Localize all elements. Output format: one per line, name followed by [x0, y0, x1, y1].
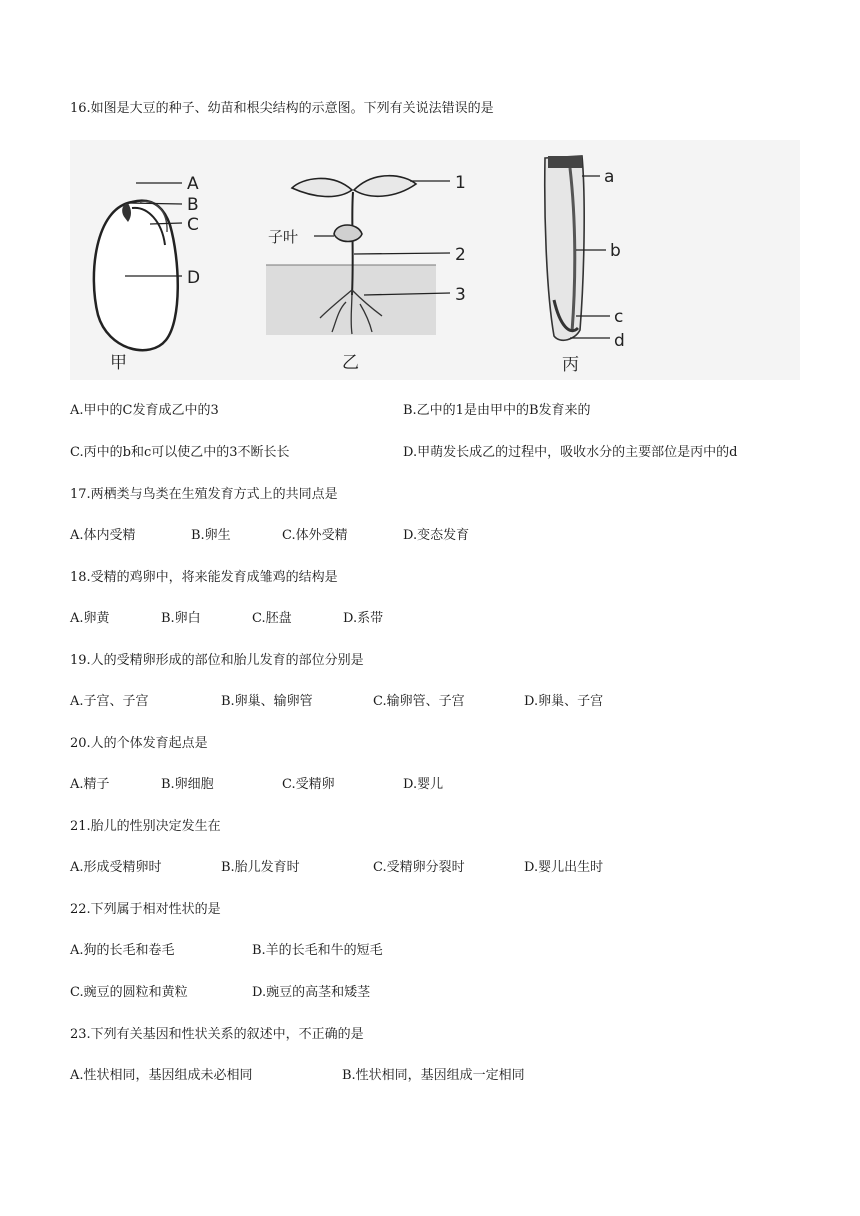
root-tip-label-c: c	[614, 307, 624, 327]
root-tip-label-a: a	[604, 167, 615, 187]
q19-option-d: D.卵巢、子宫	[524, 694, 604, 709]
q23-option-b: B.性状相同，基因组成一定相同	[342, 1068, 525, 1083]
q20-option-d: D.婴儿	[403, 777, 444, 792]
q17-option-b: B.卵生	[191, 528, 231, 543]
q19-option-c: C.输卵管、子宫	[373, 694, 465, 709]
question-19-stem: 19.人的受精卵形成的部位和胎儿发育的部位分别是	[70, 653, 364, 668]
q17-option-c: C.体外受精	[282, 528, 348, 543]
q19-option-b: B.卵巢、输卵管	[221, 694, 313, 709]
q22-option-d: D.豌豆的高茎和矮茎	[252, 985, 371, 1000]
seedling-label-3: 3	[455, 285, 466, 305]
question-23-stem: 23.下列有关基因和性状关系的叙述中，不正确的是	[70, 1027, 364, 1042]
question-16-stem: 16.如图是大豆的种子、幼苗和根尖结构的示意图。下列有关说法错误的是	[70, 101, 494, 116]
root-tip-caption: 丙	[562, 355, 579, 375]
q20-option-c: C.受精卵	[282, 777, 335, 792]
q22-option-c: C.豌豆的圆粒和黄粒	[70, 985, 188, 1000]
q21-option-a: A.形成受精卵时	[70, 860, 162, 875]
q18-option-b: B.卵白	[161, 611, 201, 626]
seed-seedling-roottip-figure	[70, 140, 800, 380]
seed-label-c: C	[187, 215, 199, 235]
q16-option-b: B.乙中的1是由甲中的B发育来的	[403, 403, 591, 418]
q16-option-c: C.丙中的b和c可以使乙中的3不断长长	[70, 445, 290, 460]
q21-option-d: D.婴儿出生时	[524, 860, 604, 875]
question-21-stem: 21.胎儿的性别决定发生在	[70, 819, 221, 834]
q17-option-a: A.体内受精	[70, 528, 136, 543]
q22-option-a: A.狗的长毛和卷毛	[70, 943, 175, 958]
question-17-stem: 17.两栖类与鸟类在生殖发育方式上的共同点是	[70, 487, 338, 502]
q16-option-d: D.甲萌发长成乙的过程中，吸收水分的主要部位是丙中的d	[403, 445, 738, 460]
seedling-label-1: 1	[455, 173, 466, 193]
question-18-stem: 18.受精的鸡卵中，将来能发育成雏鸡的结构是	[70, 570, 338, 585]
seed-label-d: D	[187, 268, 201, 288]
q22-option-b: B.羊的长毛和牛的短毛	[252, 943, 383, 958]
seed-label-b: B	[187, 195, 199, 215]
q23-option-a: A.性状相同，基因组成未必相同	[70, 1068, 253, 1083]
q19-option-a: A.子宫、子宫	[70, 694, 149, 709]
q21-option-b: B.胎儿发育时	[221, 860, 300, 875]
q20-option-a: A.精子	[70, 777, 110, 792]
q16-option-a: A.甲中的C发育成乙中的3	[70, 403, 219, 418]
seedling-cotyledon-label: 子叶	[268, 228, 299, 246]
q18-option-c: C.胚盘	[252, 611, 292, 626]
q20-option-b: B.卵细胞	[161, 777, 214, 792]
root-tip-label-b: b	[610, 241, 621, 261]
seedling-label-2: 2	[455, 245, 466, 265]
q21-option-c: C.受精卵分裂时	[373, 860, 465, 875]
question-22-stem: 22.下列属于相对性状的是	[70, 902, 221, 917]
root-tip-label-d: d	[614, 331, 625, 351]
question-20-stem: 20.人的个体发育起点是	[70, 736, 208, 751]
q17-option-d: D.变态发育	[403, 528, 470, 543]
seed-label-a: A	[187, 174, 199, 194]
seedling-caption: 乙	[342, 353, 359, 373]
seed-caption: 甲	[110, 353, 127, 373]
q18-option-d: D.系带	[343, 611, 384, 626]
q18-option-a: A.卵黄	[70, 611, 110, 626]
